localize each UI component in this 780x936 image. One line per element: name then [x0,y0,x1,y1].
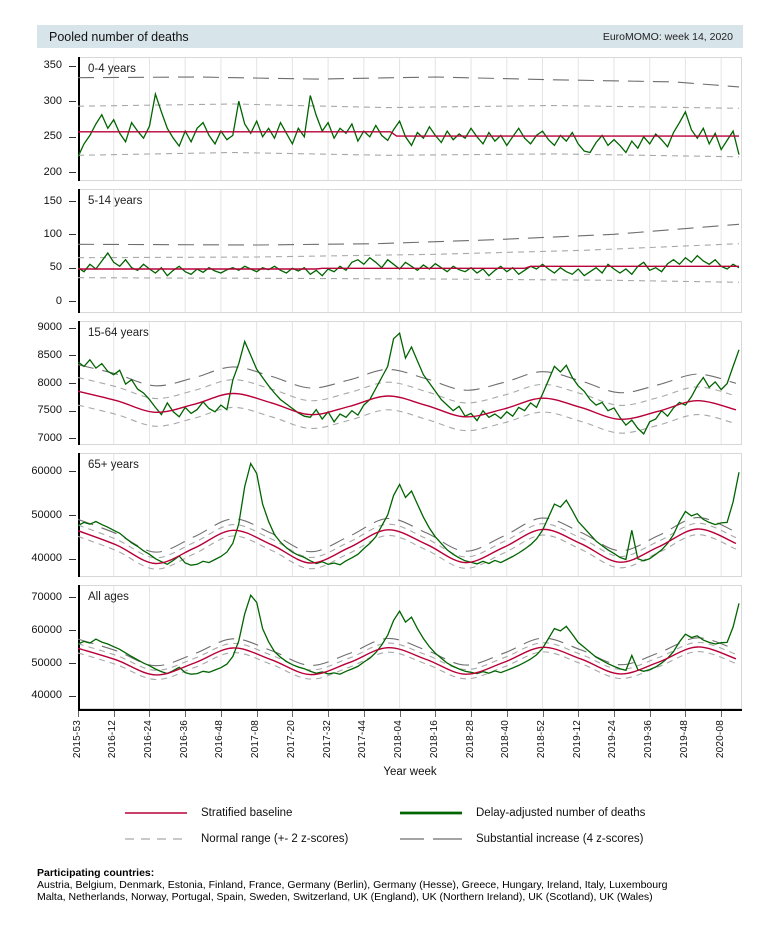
x-tick-label: 2016-36 [178,720,190,759]
x-tick-mark [149,711,150,717]
x-tick-label: 2016-24 [142,720,154,759]
y-tick-label: 250 [43,130,62,143]
y-tick-label: 200 [43,165,62,178]
x-tick-label: 2017-08 [250,720,262,759]
y-axis-labels [0,453,78,577]
y-tick-label: 50 [49,261,62,274]
x-tick-label: 2018-52 [536,720,547,759]
series-lower2z-line [78,153,739,157]
y-tick-label: 350 [43,59,62,72]
y-tick-mark [69,66,76,67]
series-observed-line [78,253,739,276]
x-tick-label: 2015-53 [71,720,83,759]
series-upper2z-line [78,523,736,558]
series-observed-line [78,464,739,566]
y-axis-labels [0,321,78,445]
series-upper2z-line [78,642,736,670]
y-axis-labels [0,57,78,181]
y-tick-label: 40000 [31,552,62,565]
x-tick-label: 2017-32 [321,720,333,759]
series-upper4z-line [78,365,736,393]
panel-5-14-years [78,189,742,313]
panel-0-4-years [78,57,742,181]
series-upper4z-line [78,224,739,245]
panel-age-group-label: 15-64 years [88,327,149,339]
x-tick-label: 2019-48 [678,720,690,759]
x-tick-mark [614,711,615,717]
panel-age-group-label: 65+ years [88,459,139,471]
y-tick-mark [69,515,76,516]
x-tick-label: 2018-40 [500,720,512,759]
series-lower2z-line [78,278,739,283]
y-tick-mark [69,471,76,472]
x-tick-label: 2019-12 [571,720,583,759]
participating-countries [37,867,743,903]
series-baseline-line [78,132,739,136]
y-axis-labels [0,585,78,709]
legend-label: Substantial increase (4 z-scores) [476,833,644,845]
x-tick-mark [257,711,258,717]
x-tick-label: 2018-28 [464,720,476,759]
x-tick-mark [185,711,186,717]
participating-countries-line-1: Austria, Belgium, Denmark, Estonia, Finland, France, Germany (Berlin), Germany (Hesse), Greece, Hungary, Ireland, Italy, Luxembourg [37,879,668,891]
panel-65-years [78,453,742,577]
y-tick-label: 50000 [31,508,62,521]
y-tick-label: 300 [43,94,62,107]
legend-item-observed [400,804,645,822]
x-tick-mark [578,711,579,717]
substantial-increase-line-swatch [400,836,462,842]
y-tick-label: 9000 [37,321,62,334]
x-tick-label: 2016-48 [214,720,226,759]
y-tick-mark [69,597,76,598]
y-tick-label: 70000 [31,590,62,603]
y-tick-mark [69,411,76,412]
y-tick-mark [69,630,76,631]
y-tick-mark [69,438,76,439]
y-tick-mark [69,663,76,664]
panel-age-group-label: 0-4 years [88,63,136,75]
x-tick-label: 2017-44 [357,720,369,759]
series-upper2z-line [78,244,739,258]
x-tick-mark [400,711,401,717]
y-tick-label: 40000 [31,689,62,702]
x-tick-mark [78,711,79,717]
y-tick-label: 50000 [31,656,62,669]
panel-all-ages [78,585,742,709]
y-axis-labels [0,189,78,313]
y-tick-mark [69,328,76,329]
y-tick-label: 8500 [37,348,62,361]
panel-age-group-label: 5-14 years [88,195,143,207]
y-tick-mark [69,355,76,356]
x-tick-mark [364,711,365,717]
x-tick-mark [292,711,293,717]
legend-label: Stratified baseline [201,807,293,819]
x-tick-mark [328,711,329,717]
series-upper2z-line [78,378,736,406]
x-tick-mark [221,711,222,717]
legend-label: Normal range (+- 2 z-scores) [201,833,349,845]
legend-label: Delay-adjusted number of deaths [476,807,646,819]
x-tick-mark [435,711,436,717]
y-tick-mark [69,201,76,202]
series-lower2z-line [78,535,736,570]
y-tick-label: 150 [43,194,62,207]
panel-15-64-years [78,321,742,445]
baseline-line-swatch [125,810,187,816]
y-tick-label: 8000 [37,376,62,389]
x-axis-title: Year week [383,766,437,778]
y-tick-label: 0 [55,294,62,307]
x-tick-mark [721,711,722,717]
series-upper2z-line [78,104,739,108]
legend-item-normal-range [125,830,348,848]
observed-line-swatch [400,810,462,816]
x-tick-label: 2019-36 [643,720,655,759]
participating-countries-line-2: Malta, Netherlands, Norway, Portugal, Spain, Sweden, Switzerland, UK (England), UK (Northern Ireland), UK (Scotland), UK (Wales) [37,890,653,903]
legend-item-baseline [125,804,292,822]
panel-age-group-label: All ages [88,591,129,603]
x-tick-mark [471,711,472,717]
y-tick-mark [69,559,76,560]
series-observed-line [78,595,739,674]
page-title: Pooled number of deaths [49,29,189,44]
series-upper4z-line [78,77,739,87]
y-tick-mark [69,234,76,235]
y-tick-label: 60000 [31,623,62,636]
y-tick-mark [69,301,76,302]
x-tick-label: 2018-04 [393,720,405,759]
y-tick-mark [69,101,76,102]
y-tick-label: 100 [43,227,62,240]
x-tick-mark [543,711,544,717]
x-tick-label: 2020-08 [714,720,726,759]
x-axis-line [78,709,742,711]
x-tick-mark [650,711,651,717]
y-tick-mark [69,172,76,173]
series-observed-line [78,94,739,157]
x-tick-label: 2016-12 [107,720,119,759]
y-tick-label: 7500 [37,404,62,417]
normal-range-line-swatch [125,836,187,842]
x-tick-mark [114,711,115,717]
x-tick-mark [685,711,686,717]
y-tick-mark [69,137,76,138]
y-tick-mark [69,268,76,269]
y-tick-mark [69,696,76,697]
x-tick-label: 2019-24 [607,720,619,759]
legend-item-substantial-increase [400,830,643,848]
report-week-label: EuroMOMO: week 14, 2020 [602,30,733,43]
y-tick-label: 60000 [31,464,62,477]
x-tick-label: 2018-16 [428,720,440,759]
x-tick-label: 2017-20 [285,720,297,759]
y-tick-label: 7000 [37,431,62,444]
participating-countries-heading: Participating countries: [37,867,155,879]
series-observed-line [78,333,739,434]
x-tick-mark [507,711,508,717]
y-tick-mark [69,383,76,384]
